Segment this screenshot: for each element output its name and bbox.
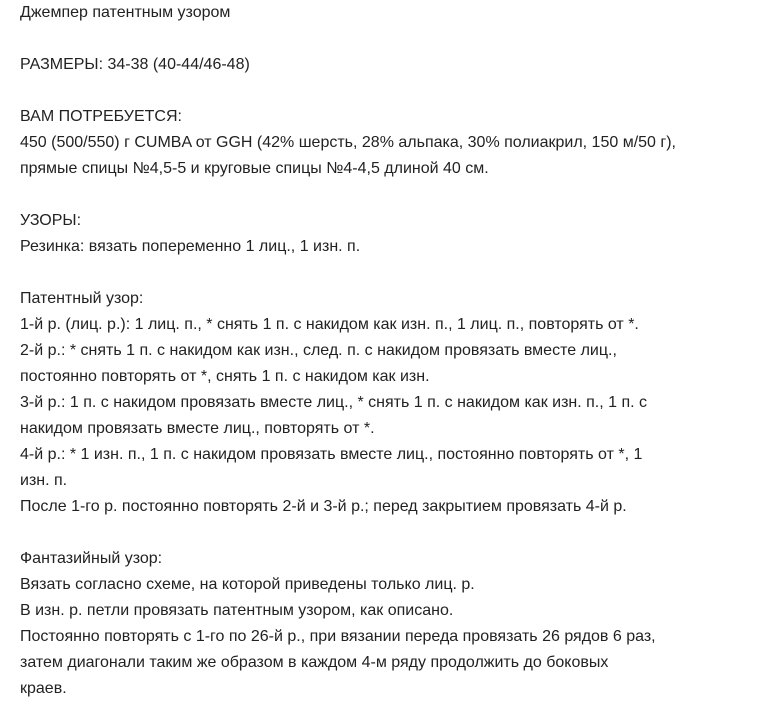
- spacer: [20, 260, 760, 286]
- spacer: [20, 520, 760, 546]
- fantasy-line: затем диагонали таким же образом в каждом 4-м ряду продолжить до боковых: [20, 654, 609, 671]
- patent-line: 4-й р.: * 1 изн. п., 1 п. с накидом провязать вместе лиц., постоянно повторять от *, 1: [20, 446, 643, 463]
- materials-line: прямые спицы №4,5-5 и круговые спицы №4-4,5 длиной 40 см.: [20, 160, 489, 177]
- patent-heading: Патентный узор:: [20, 290, 144, 307]
- patent-line: После 1-го р. постоянно повторять 2-й и 3-й р.; перед закрытием провязать 4-й р.: [20, 498, 627, 515]
- spacer: [20, 78, 760, 104]
- spacer: [20, 182, 760, 208]
- fantasy-line: В изн. р. петли провязать патентным узором, как описано.: [20, 602, 454, 619]
- patent-line: постоянно повторять от *, снять 1 п. с накидом как изн.: [20, 368, 430, 385]
- materials-line: 450 (500/550) г CUMBA от GGH (42% шерсть, 28% альпака, 30% полиакрил, 150 м/50 г),: [20, 134, 676, 151]
- fantasy-line: краев.: [20, 680, 67, 697]
- patent-line: накидом провязать вместе лиц., повторять от *.: [20, 420, 375, 437]
- patent-line: 2-й р.: * снять 1 п. с накидом как изн., след. п. с накидом провязать вместе лиц.,: [20, 342, 617, 359]
- sizes-line: РАЗМЕРЫ: 34-38 (40-44/46-48): [20, 56, 250, 73]
- patent-line: изн. п.: [20, 472, 68, 489]
- fantasy-heading: Фантазийный узор:: [20, 550, 163, 567]
- patterns-heading: УЗОРЫ:: [20, 212, 82, 229]
- document-title: Джемпер патентным узором: [20, 4, 231, 21]
- patent-line: 1-й р. (лиц. р.): 1 лиц. п., * снять 1 п. с накидом как изн. п., 1 лиц. п., повторять от *.: [20, 316, 639, 333]
- patent-line: 3-й р.: 1 п. с накидом провязать вместе лиц., * снять 1 п. с накидом как изн. п., 1 п. с: [20, 394, 648, 411]
- materials-heading: ВАМ ПОТРЕБУЕТСЯ:: [20, 108, 182, 125]
- rib-pattern-line: Резинка: вязать попеременно 1 лиц., 1 изн. п.: [20, 238, 361, 255]
- spacer: [20, 26, 760, 52]
- fantasy-line: Вязать согласно схеме, на которой приведены только лиц. р.: [20, 576, 475, 593]
- fantasy-line: Постоянно повторять с 1-го по 26-й р., при вязании переда провязать 26 рядов 6 раз,: [20, 628, 656, 645]
- document-body: [20, 0, 760, 702]
